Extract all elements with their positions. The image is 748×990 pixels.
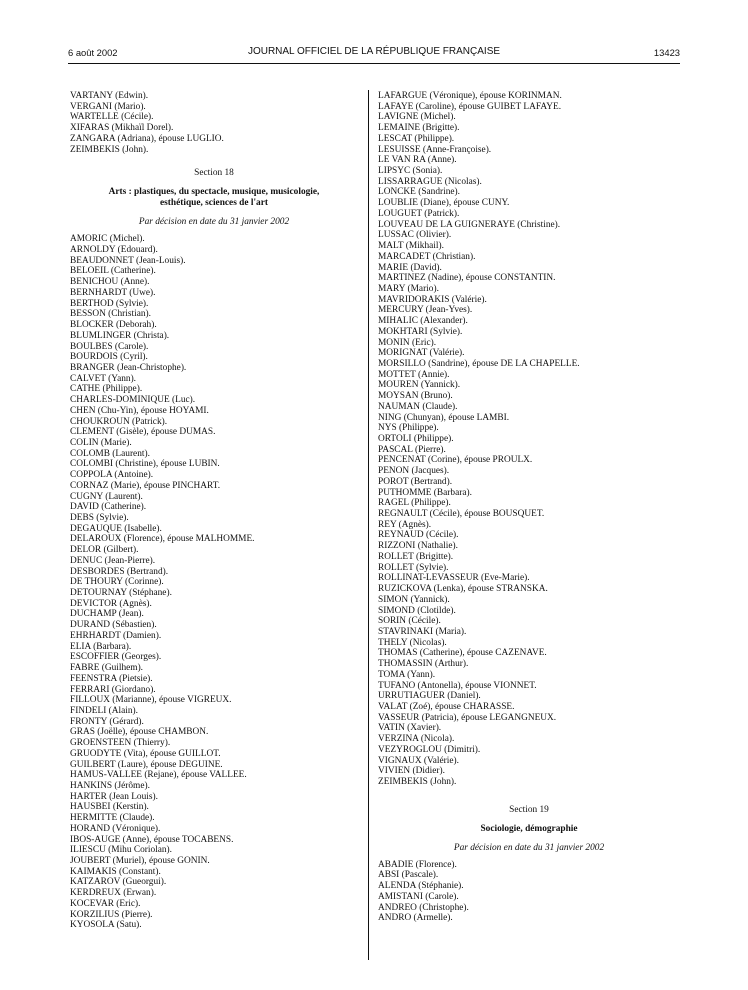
list-item: PENCENAT (Corine), épouse PROULX.	[378, 455, 533, 466]
list-item: LOUGUET (Patrick).	[378, 208, 460, 219]
list-item: WARTELLE (Cécile).	[70, 112, 154, 123]
list-item: KAIMAKIS (Constant).	[70, 866, 161, 877]
section-18-title-line-1: Arts : plastiques, du spectacle, musique, musicologie,	[108, 187, 320, 198]
section-18-decision: Par décision en date du 31 janvier 2002	[138, 217, 290, 228]
list-item: PUTHOMME (Barbara).	[378, 487, 472, 498]
list-item: SORIN (Cécile).	[378, 616, 441, 627]
list-item: MERCURY (Jean-Yves).	[378, 305, 473, 316]
list-item: DETOURNAY (Stéphane).	[70, 588, 172, 599]
list-item: LESUISSE (Anne-Françoise).	[378, 144, 492, 155]
list-item: BLOCKER (Deborah).	[70, 320, 157, 331]
list-item: VASSEUR (Patricia), épouse LEGANGNEUX.	[378, 712, 557, 723]
list-item: RAGEL (Philippe).	[378, 498, 451, 509]
column-divider	[368, 90, 369, 960]
left-column	[70, 91, 358, 931]
list-item: KATZAROV (Gueorgui).	[70, 877, 167, 888]
list-item: VATIN (Xavier).	[378, 723, 442, 734]
section-18-title	[70, 187, 358, 209]
right-column	[378, 91, 680, 924]
list-item: COLOMB (Laurent).	[70, 448, 150, 459]
list-item: VARTANY (Edwin).	[70, 91, 149, 101]
list-item: KERDREUX (Erwan).	[70, 888, 157, 899]
list-item: PENON (Jacques).	[378, 466, 450, 477]
list-item: REGNAULT (Cécile), épouse BOUSQUET.	[378, 509, 545, 520]
list-item: ORTOLI (Philippe).	[378, 434, 454, 444]
list-item: ZANGARA (Adriana), épouse LUGLIO.	[70, 133, 224, 144]
list-item: FINDELI (Alain).	[70, 705, 138, 716]
list-item: VERZINA (Nicola).	[378, 734, 455, 745]
section-19-title: Sociologie, démographie	[480, 823, 578, 834]
list-item: LOUBLIE (Diane), épouse CUNY.	[378, 198, 510, 209]
list-item: ROLLET (Sylvie).	[378, 562, 449, 573]
list-item: RUZICKOVA (Lenka), épouse STRANSKA.	[378, 584, 548, 595]
list-item: HANKINS (Jérôme).	[70, 780, 150, 791]
list-item: BRANGER (Jean-Christophe).	[70, 362, 187, 373]
list-item: ROLLET (Brigitte).	[378, 551, 454, 562]
list-item: MARCADET (Christian).	[378, 251, 476, 262]
list-item: DE THOURY (Corinne).	[70, 577, 164, 588]
list-item: MARTINEZ (Nadine), épouse CONSTANTIN.	[378, 273, 556, 284]
list-item: ESCOFFIER (Georges).	[70, 652, 162, 663]
section-19-decision: Par décision en date du 31 janvier 2002	[453, 842, 605, 853]
list-item: RIZZONI (Nathalie).	[378, 541, 458, 552]
list-item: GROENSTEEN (Thierry).	[70, 738, 171, 749]
list-item: ROLLINAT-LEVASSEUR (Eve-Marie).	[378, 573, 530, 584]
list-item: BEAUDONNET (Jean-Louis).	[70, 255, 186, 266]
list-item: TUFANO (Antonella), épouse VIONNET.	[378, 680, 537, 691]
list-item: BOULBES (Carole).	[70, 341, 149, 352]
list-item: FERRARI (Giordano).	[70, 684, 156, 695]
list-item: BELOEIL (Catherine).	[70, 266, 156, 277]
page-number: 13423	[653, 47, 680, 58]
list-item: LISSARRAGUE (Nicolas).	[378, 176, 482, 187]
list-item: LIPSYC (Sonia).	[378, 166, 443, 177]
list-item: KORZILIUS (Pierre).	[70, 909, 153, 920]
list-item: ALENDA (Stéphanie).	[378, 881, 464, 892]
list-item: HARTER (Jean Louis).	[70, 791, 158, 802]
list-item: MALT (Mikhail).	[378, 241, 444, 252]
list-item: CLEMENT (Gisèle), épouse DUMAS.	[70, 427, 216, 438]
list-item: BERNHARDT (Uwe).	[70, 287, 156, 298]
list-item: CHEN (Chu-Yin), épouse HOYAMI.	[70, 405, 209, 416]
list-item: FILLOUX (Marianne), épouse VIGREUX.	[70, 695, 232, 706]
list-item: KOCEVAR (Eric).	[70, 898, 141, 909]
section-18-label: Section 18	[194, 168, 234, 179]
list-item: ARNOLDY (Edouard).	[70, 245, 158, 256]
list-item: NING (Chunyan), épouse LAMBI.	[378, 412, 510, 423]
list-item: HERMITTE (Claude).	[70, 813, 155, 824]
list-item: MOYSAN (Bruno).	[378, 391, 453, 402]
list-item: JOUBERT (Muriel), épouse GONIN.	[70, 856, 210, 866]
list-item: MARY (Mario).	[378, 283, 439, 294]
list-item: DAVID (Catherine).	[70, 502, 147, 513]
list-item: LESCAT (Philippe).	[378, 133, 455, 144]
list-item: MIHALIC (Alexander).	[378, 316, 468, 327]
list-item: FEENSTRA (Pietsie).	[70, 673, 153, 684]
list-item: VERGANI (Mario).	[70, 101, 146, 112]
list-item: AMORIC (Michel).	[70, 234, 145, 245]
section-19-list	[378, 860, 680, 924]
section-18-list	[70, 234, 358, 931]
list-item: CORNAZ (Marie), épouse PINCHART.	[70, 480, 221, 491]
list-item: ZEIMBEKIS (John).	[378, 777, 457, 787]
list-item: HAUSBEI (Kerstin).	[70, 802, 149, 813]
list-item: XIFARAS (Mikhaïl Dorel).	[70, 123, 174, 134]
list-item: CHARLES-DOMINIQUE (Luc).	[70, 395, 196, 406]
list-item: DURAND (Sébastien).	[70, 620, 157, 631]
list-item: CATHE (Philippe).	[70, 384, 143, 395]
list-item: ILIESCU (Mihu Coriolan).	[70, 845, 172, 856]
list-item: BESSON (Christian).	[70, 309, 151, 320]
section-18-title-line-2: esthétique, sciences de l'art	[160, 198, 268, 209]
list-item: SIMOND (Clotilde).	[378, 605, 456, 616]
list-item: COLOMBI (Christine), épouse LUBIN.	[70, 459, 220, 470]
list-item: THOMASSIN (Arthur).	[378, 659, 469, 670]
section-17-continued-list	[70, 91, 358, 155]
list-item: STAVRINAKI (Maria).	[378, 626, 467, 637]
list-item: ABSI (Pascale).	[378, 870, 439, 881]
list-item: FABRE (Guilhem).	[70, 663, 144, 674]
list-item: BLUMLINGER (Christa).	[70, 330, 170, 341]
page-header	[68, 45, 680, 61]
list-item: TOMA (Yann).	[378, 669, 436, 680]
list-item: HAMUS-VALLEE (Rejane), épouse VALLEE.	[70, 770, 247, 781]
section-19-label: Section 19	[509, 804, 549, 815]
list-item: MORIGNAT (Valérie).	[378, 348, 465, 359]
list-item: FRONTY (Gérard).	[70, 716, 144, 727]
list-item: MONIN (Eric).	[378, 337, 437, 348]
list-item: COPPOLA (Antoine).	[70, 470, 154, 481]
list-item: AMISTANI (Carole).	[378, 891, 459, 902]
list-item: MAVRIDORAKIS (Valérie).	[378, 294, 487, 305]
list-item: DEGAUQUE (Isabelle).	[70, 523, 162, 534]
list-item: VIGNAUX (Valérie).	[378, 755, 459, 766]
list-item: ELIA (Barbara).	[70, 641, 132, 652]
list-item: LAFAYE (Caroline), épouse GUIBET LAFAYE.	[378, 101, 562, 112]
list-item: BOURDOIS (Cyril).	[70, 352, 148, 363]
list-item: MARIE (David).	[378, 262, 442, 273]
list-item: ZEIMBEKIS (John).	[70, 144, 149, 155]
list-item: BENICHOU (Anne).	[70, 277, 150, 288]
list-item: REY (Agnès).	[378, 519, 432, 530]
list-item: MOUREN (Yannick).	[378, 380, 461, 391]
list-item: DUCHAMP (Jean).	[70, 609, 144, 620]
list-item: LONCKE (Sandrine).	[378, 187, 460, 198]
list-item: THOMAS (Catherine), épouse CAZENAVE.	[378, 648, 547, 659]
list-item: MOTTET (Annie).	[378, 369, 450, 380]
list-item: URRUTIAGUER (Daniel).	[378, 691, 481, 702]
journal-title: JOURNAL OFFICIEL DE LA RÉPUBLIQUE FRANÇAISE	[247, 46, 501, 57]
list-item: THELY (Nicolas).	[378, 637, 447, 648]
list-item: REYNAUD (Cécile).	[378, 530, 459, 541]
list-item: GRAS (Joëlle), épouse CHAMBON.	[70, 727, 209, 738]
list-item: KYOSOLA (Satu).	[70, 920, 142, 931]
list-item: DELOR (Gilbert).	[70, 545, 139, 556]
list-item: VIVIEN (Didier).	[378, 766, 445, 777]
list-item: POROT (Bertrand).	[378, 476, 453, 487]
list-item: VALAT (Zoé), épouse CHARASSE.	[378, 701, 515, 712]
list-item: DEBS (Sylvie).	[70, 513, 129, 523]
list-item: LOUVEAU DE LA GUIGNERAYE (Christine).	[378, 219, 561, 230]
list-item: BERTHOD (Sylvie).	[70, 298, 149, 309]
list-item: NAUMAN (Claude).	[378, 401, 458, 412]
list-item: ANDRO (Armelle).	[378, 913, 453, 924]
list-item: EHRHARDT (Damien).	[70, 630, 162, 641]
list-item: CHOUKROUN (Patrick).	[70, 416, 168, 427]
list-item: ABADIE (Florence).	[378, 859, 457, 870]
list-item: DELAROUX (Florence), épouse MALHOMME.	[70, 534, 255, 545]
list-item: LAFARGUE (Véronique), épouse KORINMAN.	[378, 91, 562, 101]
list-item: NYS (Philippe).	[378, 423, 439, 434]
publication-date: 6 août 2002	[68, 47, 118, 58]
list-item: LEMAINE (Brigitte).	[378, 123, 460, 134]
list-item: MORSILLO (Sandrine), épouse DE LA CHAPELLE.	[378, 358, 580, 369]
list-item: VEZYROGLOU (Dimitri).	[378, 744, 481, 755]
list-item: LE VAN RA (Anne).	[378, 155, 457, 166]
list-item: SIMON (Yannick).	[378, 594, 450, 605]
section-18-list-continued	[378, 91, 680, 788]
list-item: CALVET (Yann).	[70, 373, 137, 384]
list-item: COLIN (Marie).	[70, 437, 132, 448]
list-item: ANDREO (Christophe).	[378, 902, 469, 913]
list-item: LAVIGNE (Michel).	[378, 112, 456, 123]
list-item: DEVICTOR (Agnès).	[70, 598, 152, 609]
list-item: IBOS-AUGE (Anne), épouse TOCABENS.	[70, 834, 234, 845]
list-item: DESBORDES (Bertrand).	[70, 566, 169, 577]
list-item: GUILBERT (Laure), épouse DEGUINE.	[70, 759, 223, 770]
list-item: PASCAL (Pierre).	[378, 444, 446, 455]
list-item: DENUC (Jean-Pierre).	[70, 555, 156, 566]
list-item: LUSSAC (Olivier).	[378, 230, 452, 241]
header-rule	[68, 63, 680, 64]
list-item: HORAND (Véronique).	[70, 823, 161, 834]
list-item: GRUODYTE (Vita), épouse GUILLOT.	[70, 748, 221, 759]
list-item: MOKHTARI (Sylvie).	[378, 326, 463, 337]
list-item: CUGNY (Laurent).	[70, 491, 143, 502]
